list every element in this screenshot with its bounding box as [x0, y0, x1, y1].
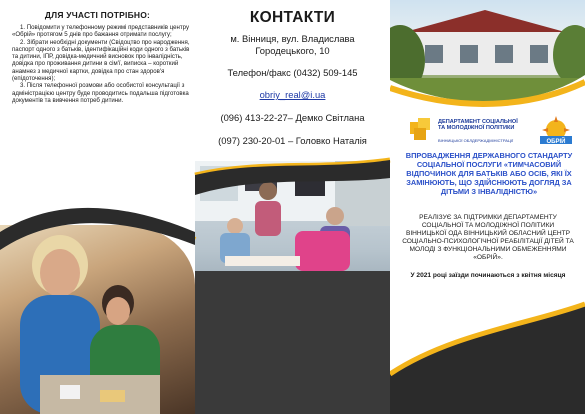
address-line-1: м. Вінниця, вул. Владислава	[230, 33, 355, 44]
email-link[interactable]: obriy_real@i.ua	[259, 89, 326, 100]
contact-demko: (096) 413-22-27– Демко Світлана	[220, 112, 365, 123]
department-subtitle: ВІННИЦЬКОЇ ОБЛДЕРЖАДМІНІСТРАЦІЇ	[438, 138, 514, 143]
service-description: РЕАЛІЗУЄ ЗА ПІДТРИМКИ ДЕПАРТАМЕНТУ СОЦІАЛЬНОЇ ТА МОЛОДІЖНОЇ ПОЛІТИКИ ВІННИЦЬКОЇ ОДА ВІННИЦЬКИЙ ОБЛАСНИЙ ЦЕНТР СОЦІАЛЬНО-ПСИХОЛОГІЧНОЇ РЕАБІЛІТАЦІЇ ДІТЕЙ ТА МОЛОДІ З ФУНКЦІОНАЛЬНИМИ ОБМЕЖЕННЯМИ «ОБРІЙ».	[402, 214, 574, 261]
middle-panel	[195, 0, 390, 414]
season-note: У 2021 році заїзди починаються з квітня місяця	[410, 272, 566, 279]
department-logo	[408, 116, 576, 146]
step-2: 2. Зібрати необхідні документи (Свідоцтво про народження, паспорт одного з батьків, ідентифікаційні коди одного з батьків та дитини, ІПР, довідка-медичний висновок про інвалідність, довідка про проживання дитини в сім'ї, виписка – короткий анамнез з медичної картки, довідка про стан здоров'я (епідоточення);	[12, 38, 190, 83]
left-photo	[0, 225, 195, 414]
left-panel	[0, 0, 195, 414]
obriy-logo-word: ОБРІЙ	[546, 139, 566, 145]
step-3: 3. Після телефонної розмови або особистої консультації з адміністрацією центру буде проводитись подальша підготовка документів та вивчення потреб дитини.	[12, 82, 189, 104]
department-emblem-icon	[408, 116, 436, 144]
middle-photo	[195, 161, 390, 414]
step-1: 1. Повідомити у телефонному режимі представників центру «Обрій» протягом 5 днів про бажання отримати послугу;	[12, 24, 190, 39]
service-heading: ВПРОВАДЖЕННЯ ДЕРЖАВНОГО СТАНДАРТУ СОЦІАЛЬНОЇ ПОСЛУГИ «ТИМЧАСОВИЙ ВІДПОЧИНОК ДЛЯ БАТЬКІВ АБО ОСІБ, ЯКІ ЇХ ЗАМІНЮЮТЬ, ЩО ЗДІЙСНЮЮТЬ ДОГЛЯД ЗА ДІТЬМИ З ІНВАЛІДНІСТЮ»	[405, 151, 573, 196]
obriy-sun-logo-icon	[536, 116, 576, 146]
phone-fax: Телефон/факс (0432) 509-145	[227, 67, 358, 78]
contact-golovko: (097) 230-20-01 – Головко Наталія	[218, 135, 367, 146]
participation-steps	[12, 24, 190, 104]
building-photo	[390, 0, 585, 108]
department-name: ДЕПАРТАМЕНТ СОЦІАЛЬНОЇ ТА МОЛОДІЖНОЇ ПОЛІТИКИ	[438, 119, 518, 132]
participation-heading: ДЛЯ УЧАСТІ ПОТРІБНО:	[44, 10, 151, 20]
address-line-2: Городецького, 10	[255, 45, 330, 56]
right-panel	[390, 0, 585, 414]
decorative-swoosh	[390, 294, 585, 414]
contacts-title: КОНТАКТИ	[249, 9, 336, 26]
